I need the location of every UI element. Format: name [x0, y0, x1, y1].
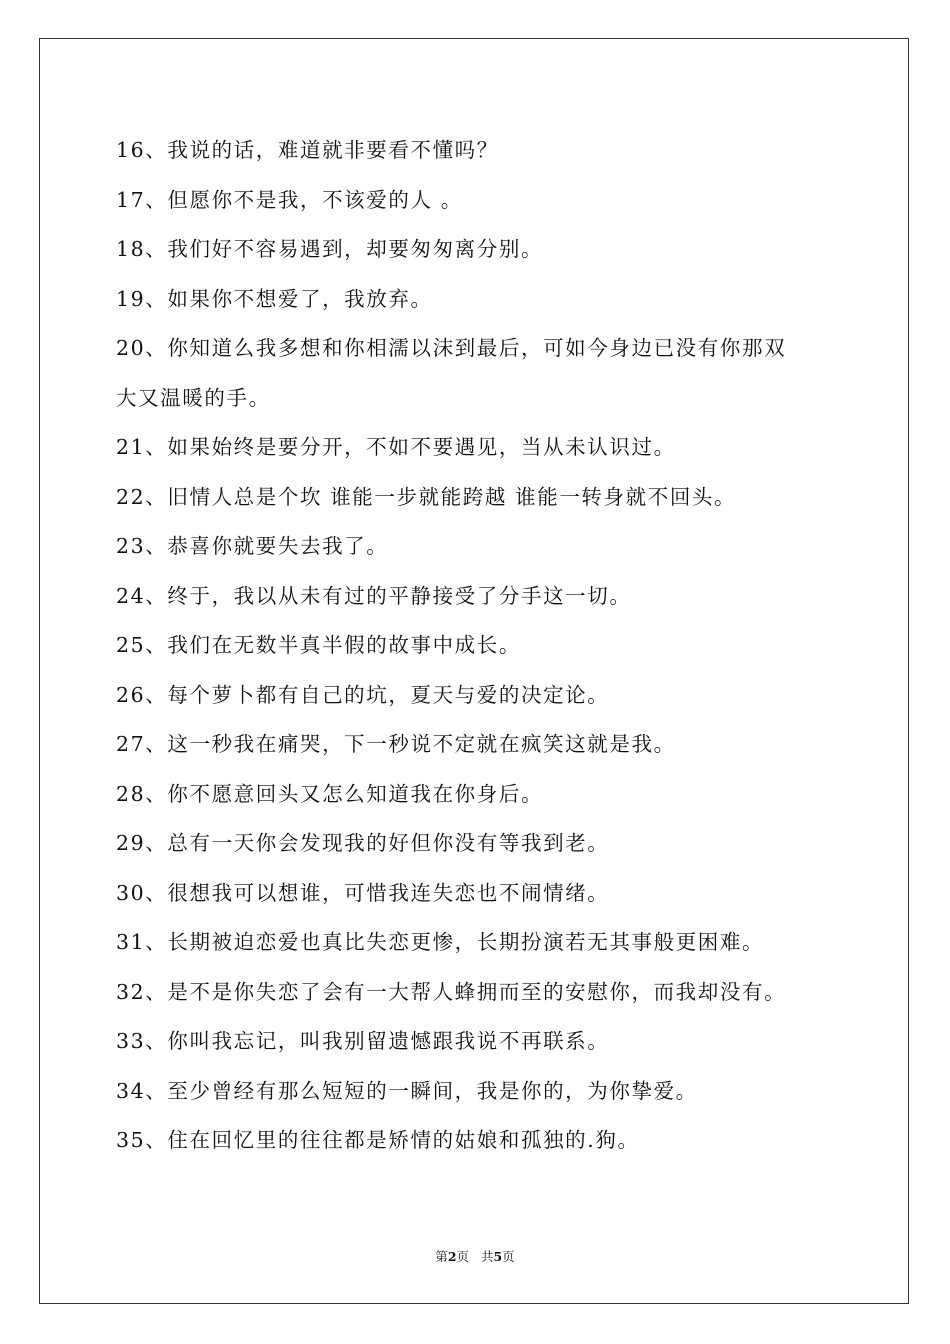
text-line: 17、但愿你不是我，不该爱的人 。 — [116, 187, 463, 212]
text-line: 26、每个萝卜都有自己的坑，夏天与爱的决定论。 — [116, 682, 610, 707]
page-footer — [0, 1247, 950, 1265]
footer-total-prefix: 共 — [480, 1249, 494, 1264]
text-line: 33、你叫我忘记，叫我别留遗憾跟我说不再联系。 — [116, 1029, 610, 1053]
text-line: 20、你知道么我多想和你相濡以沫到最后，可如今身边已没有你那双 — [116, 336, 787, 360]
text-line: 29、总有一天你会发现我的好但你没有等我到老。 — [116, 831, 610, 855]
text-line: 34、至少曾经有那么短短的一瞬间，我是你的，为你挚爱。 — [116, 1078, 698, 1103]
text-line: 32、是不是你失恋了会有一大帮人蜂拥而至的安慰你，而我却没有。 — [116, 979, 787, 1004]
footer-page-prefix: 第 — [435, 1249, 448, 1264]
text-line: 28、你不愿意回头又怎么知道我在你身后。 — [116, 781, 544, 806]
text-line: 27、这一秒我在痛哭，下一秒说不定就在疯笑这就是我。 — [116, 732, 676, 756]
text-line: 18、我们好不容易遇到，却要匆匆离分别。 — [116, 237, 544, 261]
text-line: 大又温暖的手。 — [116, 385, 271, 410]
footer-page-suffix: 页 — [456, 1249, 470, 1264]
text-line: 19、如果你不想爱了，我放弃。 — [116, 286, 433, 311]
text-line: 31、长期被迫恋爱也真比失恋更惨，长期扮演若无其事般更困难。 — [116, 930, 765, 954]
text-line: 23、恭喜你就要失去我了。 — [116, 534, 389, 558]
text-line: 16、我说的话，难道就非要看不懂吗？ — [116, 138, 499, 162]
text-line: 24、终于，我以从未有过的平静接受了分手这一切。 — [116, 583, 632, 608]
footer-total-pages: 5 — [493, 1249, 503, 1264]
footer-page-number: 2 — [447, 1249, 457, 1264]
footer-total-suffix: 页 — [502, 1249, 515, 1264]
text-line: 21、如果始终是要分开，不如不要遇见，当从未认识过。 — [116, 435, 676, 459]
text-line: 30、很想我可以想谁，可惜我连失恋也不闹情绪。 — [116, 880, 610, 905]
text-line: 35、住在回忆里的往往都是矫情的姑娘和孤独的.狗。 — [116, 1128, 640, 1152]
text-line: 25、我们在无数半真半假的故事中成长。 — [116, 633, 521, 657]
text-line: 22、旧情人总是个坎 谁能一步就能跨越 谁能一转身就不回头。 — [116, 484, 737, 509]
document-body — [116, 126, 856, 1166]
